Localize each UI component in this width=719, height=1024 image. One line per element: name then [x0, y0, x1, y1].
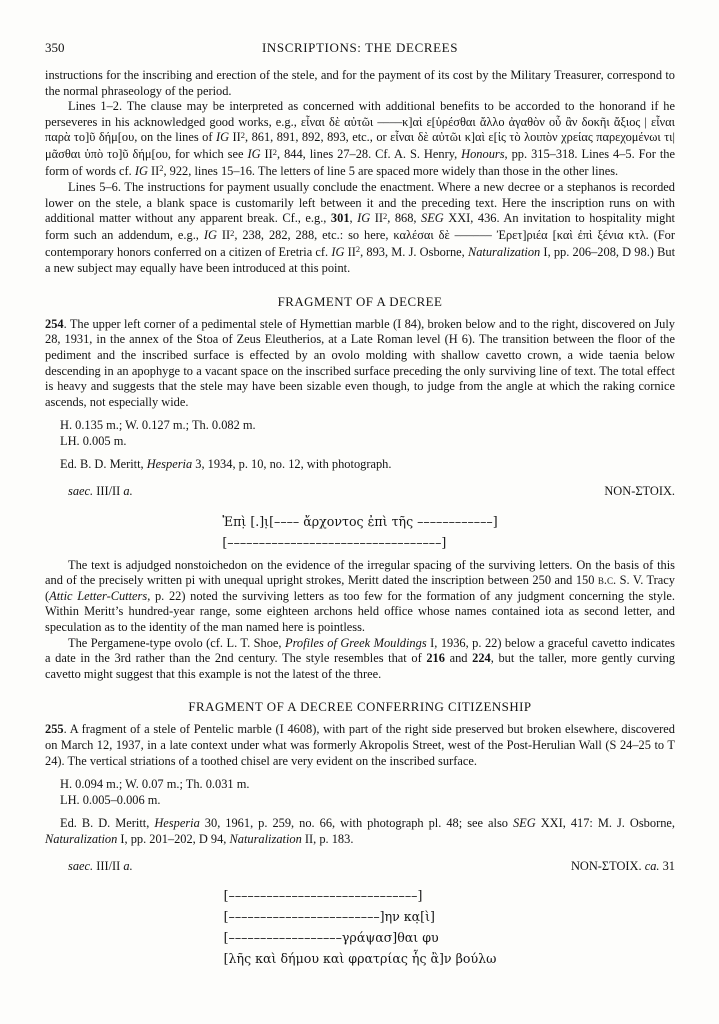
inscription-line: [λῆς καὶ δήμου καὶ φρατρίας ἧς ἂ]ν βούλω — [223, 951, 497, 967]
entry-254-description: 254. The upper left corner of a pedimental stele of Hymettian marble (I 84), broken below and to the right, discovered on July 28, 1931, in the annex of the Stoa of Zeus Eleutherios, at a Late Roman level (H 6). The transition between the floor of the pediment and the inscribed surface is effected by an ovolo molding with shallow cavetto crown, a wide taenia below descending in an apophyge to a vacant space on the inscribed surface preceding the only surviving line of text. The total effect is heavy and suggests that the stele may have been sizable even though, to judge from the angle at which the raking cornice ascends, not especially wide. — [45, 316, 675, 409]
entry-254-dimensions: H. 0.135 m.; W. 0.127 m.; Th. 0.082 m. — [60, 418, 256, 433]
entry-254-inscription — [45, 511, 675, 553]
entry-254-edition: Ed. B. D. Meritt, Hesperia 3, 1934, p. 10, no. 12, with photograph. — [60, 457, 392, 472]
running-title: INSCRIPTIONS: THE DECREES — [261, 40, 459, 55]
entry-255-description: 255. A fragment of a stele of Pentelic marble (I 4608), with part of the right side preserved but broken elsewhere, discovered on March 12, 1937, in a late context under what was formerly Akropolis Street, west of the Post-Herulian Wall (S 24–25 to T 24). The vertical striations of a toothed chisel are very evident on the inscribed surface. — [45, 722, 675, 768]
entry-254-date: saec. III/II a. — [68, 484, 133, 499]
page-number: 350 — [45, 40, 65, 55]
page-header — [45, 40, 675, 57]
entry-255-arrangement: NON-ΣΤΟΙΧ. ca. 31 — [570, 858, 675, 873]
entry-254-commentary-2: The Pergamene-type ovolo (cf. L. T. Shoe, Profiles of Greek Mouldings I, 1936, p. 22) below a graceful cavetto indicates a date in the 3rd rather than the 2nd century. The style resembles that of 216 and 224, but the taller, more gently curving cavetto might suggest that this example is not the latest of the three. — [45, 635, 675, 681]
paragraph-commentary-lines-5-6: Lines 5–6. The instructions for payment usually conclude the enactment. Where a new decree or a stephanos is recorded lower on the stele, a blank space is customarily left between it and the preceding text. Here the inscription runs on with additional matter without any apparent break. Cf., e.g., 301, IG $II^2$, 868, SEG XXI, 436. An invitation to hospitality might form such an addendum, e.g., IG $II^2$, 238, 282, 288, etc.: so here, καλέσαι δὲ –––––– Ἐρετ]ριέα [καὶ ἐπὶ ξένια κτλ. (For contemporary honors conferred on a citizen of Eretria cf. IG $II^2$, 893, M. J. Osborne, Naturalization I, pp. 206–208, D 98.) But a new subject may equally have been introduced at this point. — [45, 180, 676, 276]
entry-254-measurements — [45, 418, 675, 449]
entry-254-commentary-1: The text is adjudged nonstoichedon on the evidence of the irregular spacing of the surviving letters. On the basis of this and of the precisely written pi with unequal upright strokes, Meritt dated the inscription between 250 and 150 b.c. S. V. Tracy (Attic Letter-Cutters, p. 22) noted the surviving letters as too few for the formation of any judgment concerning the style. Within Meritt’s hundred-year range, some eighteen archons held office whose names contained iota as second letter, and speculation as to the identity of the man named here is pointless. — [45, 557, 675, 635]
inscription-line: [––––––––––––––––––––––––––––––] — [223, 888, 423, 904]
inscription-line: [––––––––––––––––––γράψασ]θαι φυ — [223, 930, 439, 946]
section-heading-255: FRAGMENT OF A DECREE CONFERRING CITIZENSHIP — [188, 700, 532, 715]
entry-255-measurements — [45, 777, 675, 808]
entry-254-letter-height: LH. 0.005 m. — [60, 433, 127, 448]
paragraph-intro-continuation: instructions for the inscribing and erection of the stele, and for the payment of its cost by the Military Treasurer, correspond to the normal phraseology of the period. — [45, 68, 675, 98]
inscription-line: [––––––––––––––––––––––––]ην κα̣[ὶ] — [223, 909, 435, 925]
entry-254-arrangement: NON-ΣΤΟΙΧ. — [604, 484, 675, 499]
entry-255-dimensions: H. 0.094 m.; W. 0.07 m.; Th. 0.031 m. — [60, 777, 250, 792]
entry-255-letter-height: LH. 0.005–0.006 m. — [60, 792, 161, 807]
inscription-line: Ἐπὶ̣ [.]ι̣[–––– ἄρχοντος ἐπὶ τῆς ––––––––––––] — [222, 513, 498, 529]
entry-255-date: saec. III/II a. — [68, 858, 133, 873]
entry-254-date-row — [45, 484, 675, 500]
entry-255-inscription — [45, 885, 675, 969]
paragraph-commentary-lines-1-2: Lines 1–2. The clause may be interpreted as concerned with additional benefits to be accorded to the honorand if he perseveres in his acknowledged good works, e.g., εἶναι δὲ αὐτῶι ––––κ]αὶ ε[ὑρέσθαι ἄλλο ἀγαθὸν οὗ ἂν δοκῆι ἄξιος | εἶναι παρὰ το]ῦ δήμ[ου, on the lines of IG $II^2$, 861, 891, 892, 893, etc., or εἶναι δὲ αὐτῶι κ]αὶ ε[ἰς τὸ λοιπὸν χρείας παρεχομένωι τι|μᾶσθαι ὑπὸ το]ῦ δήμ[ου, for which see IG $II^2$, 844, lines 27–28. Cf. A. S. Henry, Honours, pp. 315–318. Lines 4–5. For the form of words cf. IG $II^2$, 922, lines 15–16. The letters of line 5 are spaced more widely than those in the other lines. — [45, 99, 675, 178]
section-heading-254: FRAGMENT OF A DECREE — [277, 294, 443, 309]
entry-255-date-row — [45, 859, 675, 875]
inscription-line: [––––––––––––––––––––––––––––––––––] — [222, 534, 447, 550]
entry-255-edition: Ed. B. D. Meritt, Hesperia 30, 1961, p. 259, no. 66, with photograph pl. 48; see also SEG XXI, 417: M. J. Osborne, Naturalization I, pp. 201–202, D 94, Naturalization II, p. 183. — [45, 816, 675, 846]
